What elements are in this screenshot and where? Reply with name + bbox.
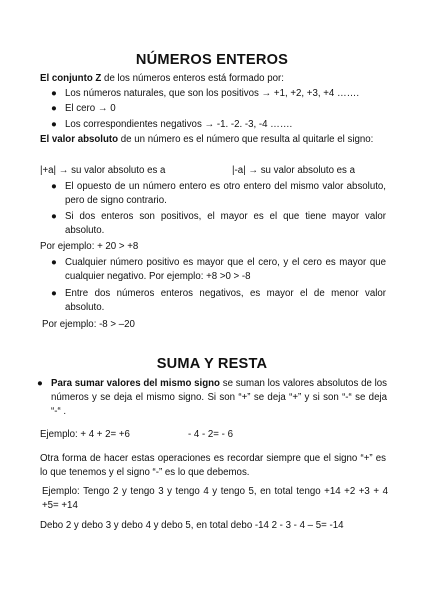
example-sum-negative: - 4 - 2= - 6	[188, 429, 233, 440]
bullet-icon: ●	[51, 257, 57, 268]
absolute-value-examples	[40, 164, 388, 178]
bullet-icon: ●	[51, 88, 57, 99]
bullet-icon: ●	[51, 103, 57, 114]
list-item-text: Los números naturales, que son los positivos → +1, +2, +3, +4 …….	[65, 88, 360, 99]
bullet-icon: ●	[51, 119, 57, 130]
list-item-text: Si dos enteros son positivos, el mayor es el que tiene mayor valor absoluto.	[65, 211, 386, 237]
paragraph: Otra forma de hacer estas operaciones es recordar siempre que el signo “+” es lo que tenemos y el signo “-” es lo que debemos.	[40, 453, 386, 479]
example-line	[40, 428, 388, 442]
rule-bold: Para sumar valores del mismo signo	[51, 378, 220, 389]
rule-item	[37, 377, 388, 420]
absolute-value-rest: de un número es el número que resulta al quitarle el signo:	[118, 134, 374, 145]
absolute-value-bold: El valor absoluto	[40, 134, 119, 145]
list-item-text: Los correspondientes negativos → -1. -2. -3, -4 …….	[65, 119, 293, 130]
abs-negative: |-a| → su valor absoluto es a	[232, 165, 355, 176]
bullet-icon: ●	[51, 211, 57, 222]
list-item	[51, 102, 413, 116]
list-item	[51, 87, 413, 101]
section-title-suma-y-resta: SUMA Y RESTA	[156, 356, 268, 372]
example-line: Debo 2 y debo 3 y debo 4 y debo 5, en total debo -14 2 - 3 - 4 – 5= -14	[40, 520, 344, 531]
bullet-icon: ●	[37, 378, 43, 389]
rule-rest: se suman los valores absolutos de los números y se deja el mismo signo. Si son “+” se deja “+” y si son “-“ se deja “-“ .	[51, 378, 388, 418]
section-title-numeros-enteros: NÚMEROS ENTEROS	[135, 52, 289, 68]
list-item	[51, 210, 386, 238]
list-item-text: Cualquier número positivo es mayor que el cero, y el cero es mayor que cualquier negativo. Por ejemplo: +8 >0 > -8	[65, 257, 386, 283]
example-line: Por ejemplo: + 20 > +8	[40, 241, 139, 252]
abs-positive: |+a| → su valor absoluto es a	[40, 165, 166, 176]
intro-line	[40, 72, 388, 86]
list-item	[51, 180, 386, 208]
list-item-text: El opuesto de un número entero es otro entero del mismo valor absoluto, pero de signo contrario.	[65, 181, 386, 207]
list-item	[51, 256, 386, 284]
list-item	[51, 287, 386, 315]
example-line: Por ejemplo: -8 > –20	[42, 319, 135, 330]
example-sum-positive: Ejemplo: + 4 + 2= +6	[40, 429, 130, 440]
list-item-text: El cero → 0	[65, 103, 116, 114]
bullet-icon: ●	[51, 288, 57, 299]
list-item	[51, 118, 413, 132]
intro-rest: de los números enteros está formado por:	[101, 73, 284, 84]
bullet-icon: ●	[51, 181, 57, 192]
intro-bold: El conjunto Z	[40, 73, 102, 84]
example-paragraph: Ejemplo: Tengo 2 y tengo 3 y tengo 4 y tengo 5, en total tengo +14 +2 +3 + 4 +5= +14	[42, 486, 388, 512]
absolute-value-definition	[40, 133, 386, 147]
list-item-text: Entre dos números enteros negativos, es mayor el de menor valor absoluto.	[65, 288, 386, 314]
